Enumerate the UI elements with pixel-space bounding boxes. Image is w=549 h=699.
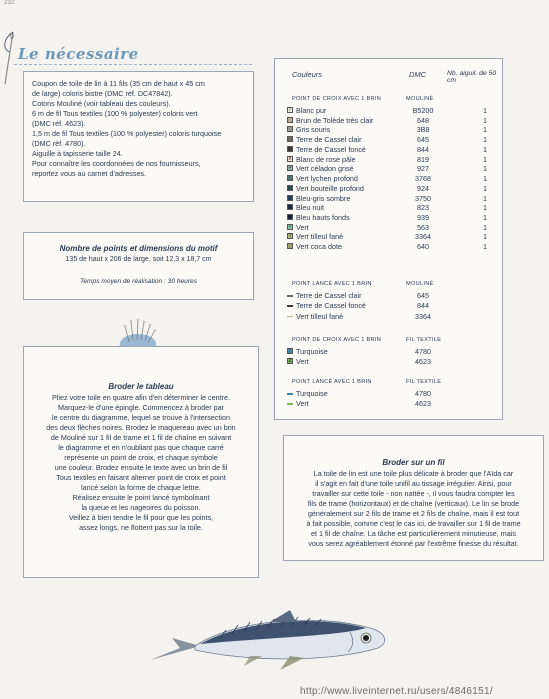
dmc-code: 3364	[415, 232, 431, 242]
col-header-dmc: DMC	[409, 70, 427, 79]
title-underline	[14, 64, 252, 65]
necessaire-line: Aiguille à tapisserie taille 24.	[32, 149, 123, 158]
color-swatch	[287, 243, 293, 249]
needle-count: 1	[483, 213, 487, 223]
broder-line: Pliez votre toile en quatre afin d'en déterminer le centre.	[52, 393, 230, 402]
section-label-1: POINT DE CROIX AVEC 1 BRIN	[292, 96, 382, 102]
stitch-line-swatch	[287, 295, 293, 297]
color-swatch: X	[288, 155, 292, 162]
fil-line: travailler sur cette toile - non nattée -, il vous faudra compter les	[312, 489, 515, 498]
fil-title: Broder sur un fil	[382, 458, 445, 467]
color-swatch: +	[288, 165, 292, 172]
needle-count: 1	[483, 183, 487, 193]
color-name: Gris souris	[296, 125, 331, 135]
dmc-code: 3750	[415, 193, 431, 203]
color-row	[275, 389, 502, 399]
broder-title: Broder le tableau	[108, 382, 174, 391]
broder-line: Veillez à bien tendre le fil pour que les points,	[68, 513, 214, 522]
dimensions-title: Nombre de points et dimensions du motif	[59, 244, 218, 253]
color-swatch	[287, 204, 293, 210]
necessaire-line: Cotons Mouliné (voir tableau des couleurs).	[32, 99, 171, 108]
needle-count: 1	[483, 154, 487, 164]
color-name: Terre de Cassel foncé	[296, 301, 366, 311]
needle-count: 1	[483, 193, 487, 203]
necessaire-card	[23, 71, 254, 202]
color-name: Vert lychen profond	[296, 174, 358, 184]
necessaire-line: reportez vous au carnet d'adresses.	[32, 169, 147, 178]
fil-line: généralement sur 2 fils de trame et 2 fils de chaîne, mais il est tout	[307, 509, 520, 518]
fil-line: vous serez agréablement étonné par l'extrême finesse du résultat.	[308, 539, 519, 548]
color-row	[275, 194, 502, 204]
dmc-code: 645	[417, 291, 429, 300]
color-row	[275, 174, 502, 184]
color-name: Vert céladon grisé	[296, 164, 354, 174]
dmc-code: 4623	[415, 399, 431, 409]
needle-count: 1	[483, 232, 487, 242]
needle-count: 1	[483, 125, 487, 135]
needle-count: 1	[483, 164, 487, 174]
broder-line: Tous textiles en faisant alterner point de croix et point	[56, 473, 226, 482]
color-name: Vert bouteille profond	[296, 183, 364, 193]
broder-line: représente un point de croix, et chaque symbole	[64, 453, 218, 462]
color-name: Vert tilleul fané	[296, 232, 344, 242]
col-header-colors: Couleurs	[292, 70, 323, 79]
stitch-line-swatch	[287, 305, 293, 307]
dmc-code: 563	[417, 222, 429, 232]
color-name: Terre de Cassel foncé	[296, 144, 366, 154]
dmc-code: 927	[417, 164, 429, 174]
color-name: Turquoise	[296, 347, 328, 356]
color-swatch	[287, 348, 293, 354]
color-row	[275, 184, 502, 194]
color-row	[275, 357, 502, 367]
rows-section-3	[275, 347, 502, 369]
fil-line: La toile de lin est une toile plus délicate à broder que l'Aïda car	[313, 469, 514, 478]
dmc-code: 648	[417, 115, 429, 125]
section-col-4: FIL TEXTILE	[406, 379, 442, 385]
broder-card	[23, 346, 259, 578]
dmc-code: 823	[417, 203, 429, 213]
color-name: Terre de Cassel clair	[296, 135, 362, 145]
broder-line: Réalisez ensuite le point lancé symbolisant	[72, 493, 210, 502]
broder-line: des deux flèches noires. Brodez le maquereau avec un brin	[46, 423, 236, 432]
needle-count: 1	[483, 144, 487, 154]
mackerel-illustration	[140, 598, 400, 686]
color-name: Vert	[296, 357, 309, 367]
color-row	[275, 312, 502, 322]
dimensions-card	[23, 232, 254, 300]
dmc-code: 819	[417, 154, 429, 164]
color-row	[275, 106, 502, 116]
color-row	[275, 203, 502, 213]
page-number: 232	[4, 0, 15, 6]
color-row	[275, 135, 502, 145]
color-name: Vert coca dote	[296, 242, 342, 252]
color-row	[275, 145, 502, 155]
colors-table-card	[274, 58, 503, 420]
color-row	[275, 125, 502, 135]
necessaire-line: (DMC réf. 4780).	[32, 139, 86, 148]
necessaire-line: Coupon de toile de lin à 11 fils (35 cm de haut x 45 cm	[32, 79, 205, 88]
color-row	[275, 164, 502, 174]
rows-section-4	[275, 389, 502, 411]
color-name: Bleu-gris sombre	[296, 193, 351, 203]
broder-line: une couleur. Brodez ensuite le texte avec un brin de fil	[54, 463, 228, 472]
color-name: Terre de Cassel clair	[296, 291, 362, 300]
rows-section-2	[275, 291, 502, 323]
color-swatch: T	[288, 233, 292, 240]
color-name: Vert	[296, 222, 309, 232]
dmc-code: 844	[417, 144, 429, 154]
dmc-code: 645	[417, 135, 429, 145]
color-swatch	[287, 175, 293, 181]
color-name: Blanc pur	[296, 106, 327, 115]
fil-line: il s'agit en fait d'une toile unifil au tissage irrégulier. Ainsi, pour	[315, 479, 512, 488]
broder-line: assez longs, ne flottent pas sur la toile.	[79, 523, 203, 532]
color-swatch	[287, 195, 293, 201]
needle-icon	[0, 28, 20, 88]
color-swatch: Z	[288, 358, 292, 365]
necessaire-text	[32, 79, 250, 179]
stitch-line-swatch	[287, 403, 293, 405]
dmc-code: 3364	[415, 311, 431, 321]
dimensions-subtitle: 135 de haut x 206 de large, soit 12,3 x 18,7 cm	[65, 256, 212, 263]
broder-line: le diagramme et en n'oubliant pas que chaque carré	[58, 443, 224, 452]
color-name: Brun de Tolède très clair	[296, 115, 374, 125]
color-name: Vert	[296, 399, 309, 409]
dmc-code: 4623	[415, 357, 431, 367]
dmc-code: 844	[417, 301, 429, 311]
page-title: Le nécessaire	[18, 45, 139, 63]
dmc-code: 4780	[415, 347, 431, 356]
color-row	[275, 223, 502, 233]
section-col-2: MOULINÉ	[406, 281, 434, 287]
color-swatch	[287, 126, 293, 132]
color-row	[275, 301, 502, 311]
needle-count: 1	[483, 174, 487, 184]
color-name: Bleu hauts fonds	[296, 213, 350, 223]
color-name: Blanc de rose pâle	[296, 154, 356, 164]
color-swatch: I	[287, 107, 293, 113]
dmc-code: 4780	[415, 389, 431, 398]
color-swatch	[287, 146, 293, 152]
color-name: Vert tilleul fané	[296, 311, 344, 321]
col-header-nb: Nb. aiguil. de 50 cm	[447, 70, 497, 84]
dmc-code: 640	[417, 242, 429, 252]
needle-count: 1	[483, 115, 487, 125]
needle-count: 1	[483, 135, 487, 145]
fil-line: fils de trame (horizontaux) et de chaîne (verticaux). Le lin se brode	[307, 499, 520, 508]
necessaire-line: 6 m de fil Tous textiles (100 % polyester) coloris vert	[32, 109, 198, 118]
color-swatch	[287, 214, 293, 220]
needle-count: 1	[483, 222, 487, 232]
necessaire-line: 1,5 m de fil Tous textiles (100 % polyester) coloris turquoise	[32, 129, 222, 138]
color-row	[275, 155, 502, 165]
broder-line: de Mouliné sur 1 fil de trame et 1 fil de chaîne en suivant	[50, 433, 232, 442]
fil-line: et 1 fil de chaîne. La tâche est particulièrement minutieuse, mais	[311, 529, 516, 538]
needle-count: 1	[483, 203, 487, 213]
broder-line: Marquez-le d'une épingle. Commencez à broder par	[58, 403, 224, 412]
color-swatch	[287, 136, 293, 142]
color-swatch: •	[287, 224, 293, 230]
color-row	[275, 399, 502, 409]
stitch-line-swatch	[287, 393, 293, 395]
color-row	[275, 116, 502, 126]
fil-card	[283, 435, 544, 561]
section-label-4: POINT LANCÉ AVEC 1 BRIN	[292, 379, 372, 385]
broder-line: lancé selon la forme de chaque lettre.	[81, 483, 201, 492]
broder-line: le centre du diagramme, lequel se trouve à l'intersection	[52, 413, 230, 422]
dmc-code: B5200	[412, 106, 434, 115]
fil-line: à fait possible, comme c'est le cas ici, de travailler sur 1 fil de trame	[306, 519, 521, 528]
broder-line: la queue et les nageoires du poisson.	[81, 503, 201, 512]
broder-text	[28, 393, 254, 533]
dmc-code: 939	[417, 213, 429, 223]
color-row	[275, 347, 502, 357]
section-label-3: POINT DE CROIX AVEC 1 BRIN	[292, 337, 382, 343]
needle-count: 1	[483, 106, 487, 115]
dmc-code: 3768	[415, 174, 431, 184]
rows-section-1	[275, 106, 502, 256]
stitch-line-swatch	[287, 316, 293, 318]
necessaire-line: de large) coloris bistre (DMC réf. DC47842).	[32, 89, 173, 98]
section-col-1: MOULINÉ	[406, 96, 434, 102]
color-row	[275, 291, 502, 301]
dmc-code: 924	[417, 183, 429, 193]
color-swatch	[287, 117, 293, 123]
needle-count: 1	[483, 242, 487, 252]
watermark: http://www.liveinternet.ru/users/4846151/	[300, 686, 493, 697]
color-swatch	[287, 185, 293, 191]
color-row	[275, 242, 502, 252]
color-name: Turquoise	[296, 389, 328, 398]
section-col-3: FIL TEXTILE	[406, 337, 442, 343]
necessaire-line: (DMC réf. 4623).	[32, 119, 86, 128]
color-row	[275, 232, 502, 242]
section-label-2: POINT LANCÉ AVEC 1 BRIN	[292, 281, 372, 287]
fil-text	[287, 469, 540, 549]
color-name: Bleu nuit	[296, 203, 324, 213]
dmc-code: 3B8	[416, 125, 430, 135]
color-row	[275, 213, 502, 223]
dimensions-time: Temps moyen de réalisation : 30 heures	[79, 278, 198, 285]
necessaire-line: Pour connaître les coordonnées de nos fournisseurs,	[32, 159, 201, 168]
